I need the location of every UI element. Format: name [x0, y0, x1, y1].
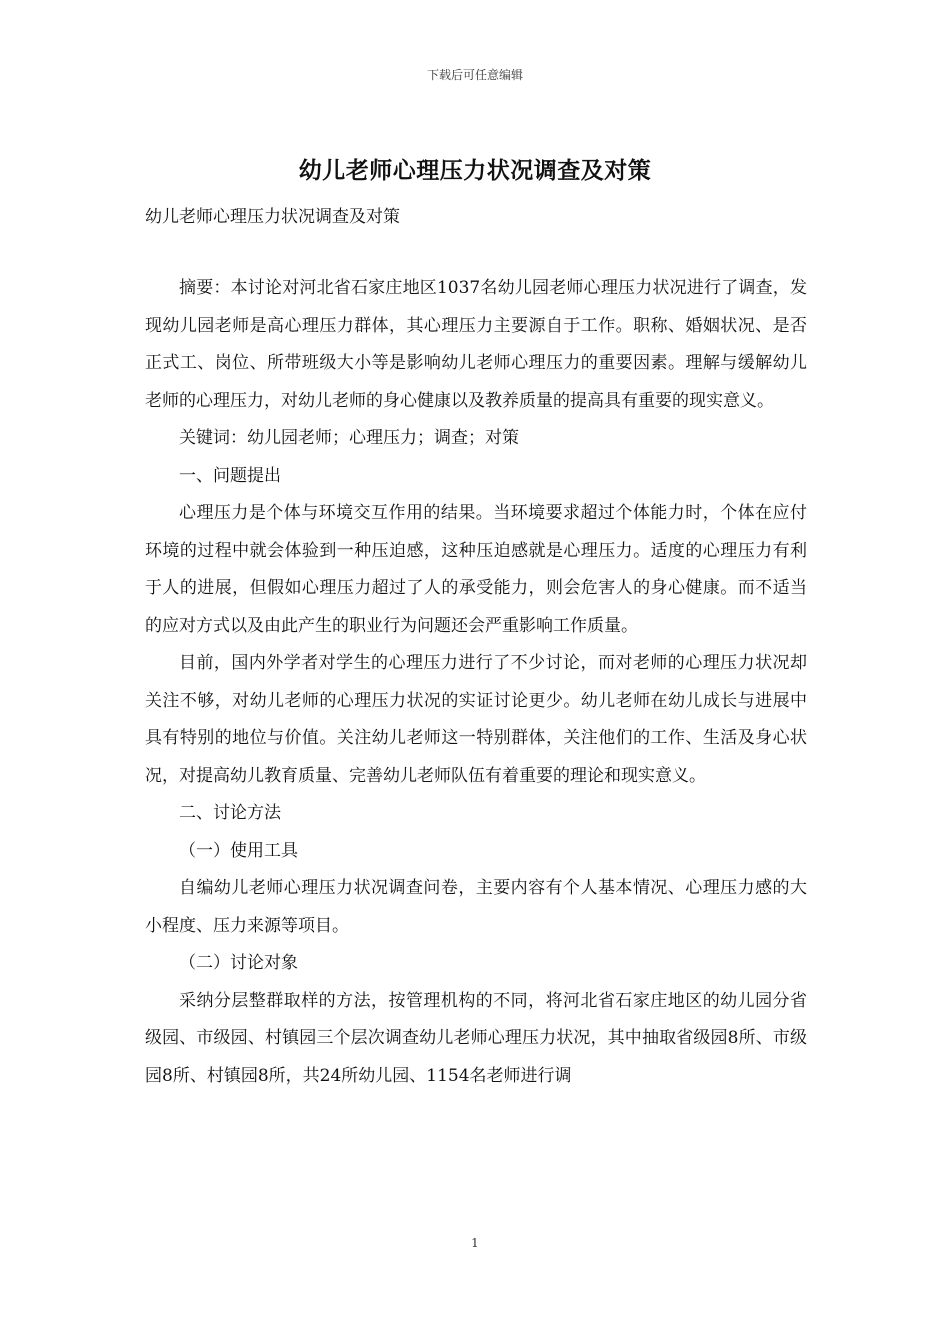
subsection2-paragraph: 采纳分层整群取样的方法，按管理机构的不同，将河北省石家庄地区的幼儿园分省级园、市级园、村镇园三个层次调查幼儿老师心理压力状况，其中抽取省级园8所、市级园8所、村镇园8所，共24所幼儿园、1154名老师进行调	[145, 990, 807, 1086]
page-number: 1	[471, 1236, 479, 1250]
document-body	[145, 270, 807, 1095]
abstract-paragraph: 摘要：本讨论对河北省石家庄地区1037名幼儿园老师心理压力状况进行了调查，发现幼儿园老师是高心理压力群体，其心理压力主要源自于工作。职称、婚姻状况、是否正式工、岗位、所带班级大小等是影响幼儿老师心理压力的重要因素。理解与缓解幼儿老师的心理压力，对幼儿老师的身心健康以及教养质量的提高具有重要的现实意义。	[145, 278, 807, 411]
header-note: 下载后可任意编辑	[426, 68, 523, 82]
section1-paragraph-1: 心理压力是个体与环境交互作用的结果。当环境要求超过个体能力时，个体在应付环境的过程中就会体验到一种压迫感，这种压迫感就是心理压力。适度的心理压力有利于人的进展，但假如心理压力超过了人的承受能力，则会危害人的身心健康。而不适当的应对方式以及由此产生的职业行为问题还会严重影响工作质量。	[145, 503, 807, 636]
document-subtitle: 幼儿老师心理压力状况调查及对策	[145, 207, 400, 227]
document-title: 幼儿老师心理压力状况调查及对策	[298, 157, 652, 184]
subsection1-paragraph: 自编幼儿老师心理压力状况调查问卷，主要内容有个人基本情况、心理压力感的大小程度、压力来源等项目。	[145, 878, 807, 936]
section-heading-1: 一、问题提出	[179, 465, 281, 486]
section-heading-2: 二、讨论方法	[179, 803, 281, 823]
subsection-heading-2: （二）讨论对象	[179, 953, 298, 973]
subsection-heading-1: （一）使用工具	[179, 840, 298, 861]
keywords-line: 关键词：幼儿园老师；心理压力；调查；对策	[179, 428, 519, 448]
section1-paragraph-2: 目前，国内外学者对学生的心理压力进行了不少讨论，而对老师的心理压力状况却关注不够，对幼儿老师的心理压力状况的实证讨论更少。幼儿老师在幼儿成长与进展中具有特别的地位与价值。关注幼儿老师这一特别群体，关注他们的工作、生活及身心状况，对提高幼儿教育质量、完善幼儿老师队伍有着重要的理论和现实意义。	[145, 653, 807, 786]
